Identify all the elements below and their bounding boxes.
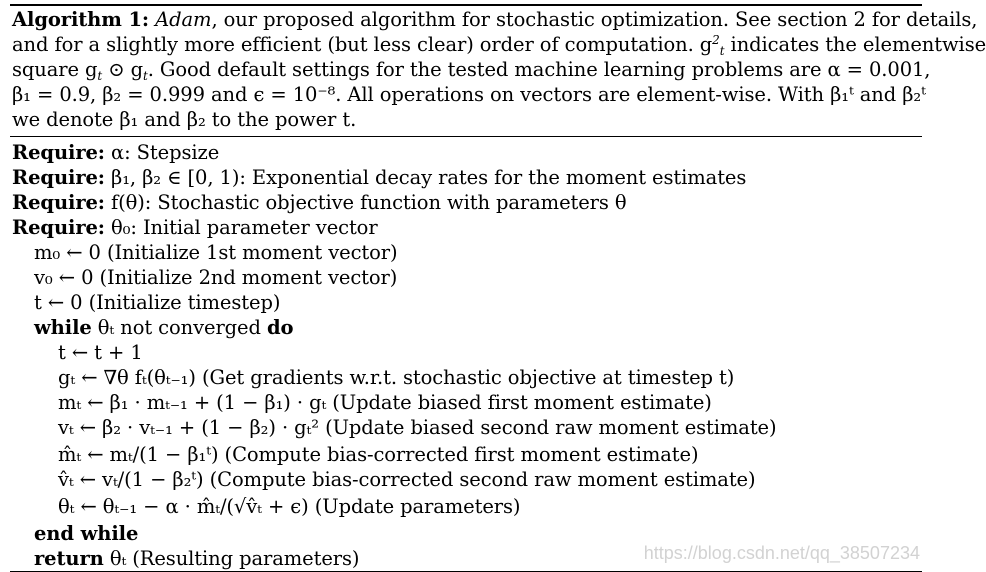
caption-line-4: β₁ = 0.9, β₂ = 0.999 and ϵ = 10⁻⁸. All operations on vectors are element-wise. With β₁ᵗ and β₂ᵗ	[12, 83, 926, 106]
require-line-1	[12, 141, 219, 165]
caption-text-2-tail: indicates the elementwise	[724, 33, 986, 56]
loop-step-7: θₜ ← θₜ₋₁ − α · m̂ₜ/(√v̂ₜ + ϵ) (Update parameters)	[58, 495, 521, 518]
require-text-3: f(θ): Stochastic objective function with parameters θ	[111, 191, 627, 214]
init-line-2: v₀ ← 0 (Initialize 2nd moment vector)	[34, 266, 398, 289]
require-keyword: Require:	[12, 191, 105, 214]
return-line	[34, 547, 359, 571]
require-text-1: α: Stepsize	[111, 141, 220, 164]
loop-step-6: v̂ₜ ← vₜ/(1 − β₂ᵗ) (Compute bias-corrected second raw moment estimate)	[58, 468, 756, 491]
require-keyword: Require:	[12, 166, 105, 189]
while-keyword: while	[34, 316, 92, 339]
while-line	[34, 316, 293, 340]
require-text-2: β₁, β₂ ∈ [0, 1): Exponential decay rates for the moment estimates	[111, 166, 747, 189]
init-line-3: t ← 0 (Initialize timestep)	[34, 291, 281, 314]
require-text-4: θ₀: Initial parameter vector	[111, 216, 378, 239]
caption-text-3b: ⊙ g	[102, 58, 143, 81]
loop-step-3: mₜ ← β₁ · mₜ₋₁ + (1 − β₁) · gₜ (Update biased first moment estimate)	[58, 391, 712, 414]
caption-line-1	[12, 8, 978, 32]
loop-step-4: vₜ ← β₂ · vₜ₋₁ + (1 − β₂) · gₜ² (Update biased second raw moment estimate)	[58, 416, 777, 439]
require-line-2	[12, 166, 746, 190]
do-keyword: do	[267, 316, 294, 339]
end-while-line: end while	[34, 522, 139, 545]
caption-line-5: we denote β₁ and β₂ to the power t.	[12, 108, 357, 131]
loop-step-1: t ← t + 1	[58, 341, 143, 364]
require-keyword: Require:	[12, 141, 105, 164]
caption-text-1: , our proposed algorithm for stochastic optimization. See section 2 for details,	[211, 8, 978, 31]
require-line-4	[12, 216, 378, 240]
loop-step-2: gₜ ← ∇θ fₜ(θₜ₋₁) (Get gradients w.r.t. stochastic objective at timestep t)	[58, 366, 735, 389]
algorithm-label: Algorithm 1:	[12, 8, 150, 31]
caption-text-3a: square g	[12, 58, 98, 81]
require-line-3	[12, 191, 627, 215]
header-rule	[10, 136, 922, 137]
require-keyword: Require:	[12, 216, 105, 239]
init-line-1: m₀ ← 0 (Initialize 1st moment vector)	[34, 241, 398, 264]
while-condition: θₜ not converged	[97, 316, 261, 339]
return-keyword: return	[34, 547, 104, 570]
loop-step-5: m̂ₜ ← mₜ/(1 − β₁ᵗ) (Compute bias-corrected first moment estimate)	[58, 443, 699, 466]
algorithm-name: Adam	[155, 8, 212, 31]
caption-line-2: and for a slightly more efficient (but less clear) order of computation. $g^2_t$ indicates the elementwise	[12, 33, 986, 58]
watermark: https://blog.csdn.net/qq_38507234	[643, 543, 920, 563]
caption-text-3c: . Good default settings for the tested machine learning problems are α = 0.001,	[147, 58, 931, 81]
caption-text-2: and for a slightly more efficient (but less clear) order of computation. g	[12, 33, 713, 56]
top-rule	[10, 4, 922, 6]
caption-line-3: square $g_t$ ⊙ $g_t$. Good default settings for the tested machine learning problems are α = 0.001,	[12, 58, 931, 83]
return-value: θₜ (Resulting parameters)	[109, 547, 360, 570]
